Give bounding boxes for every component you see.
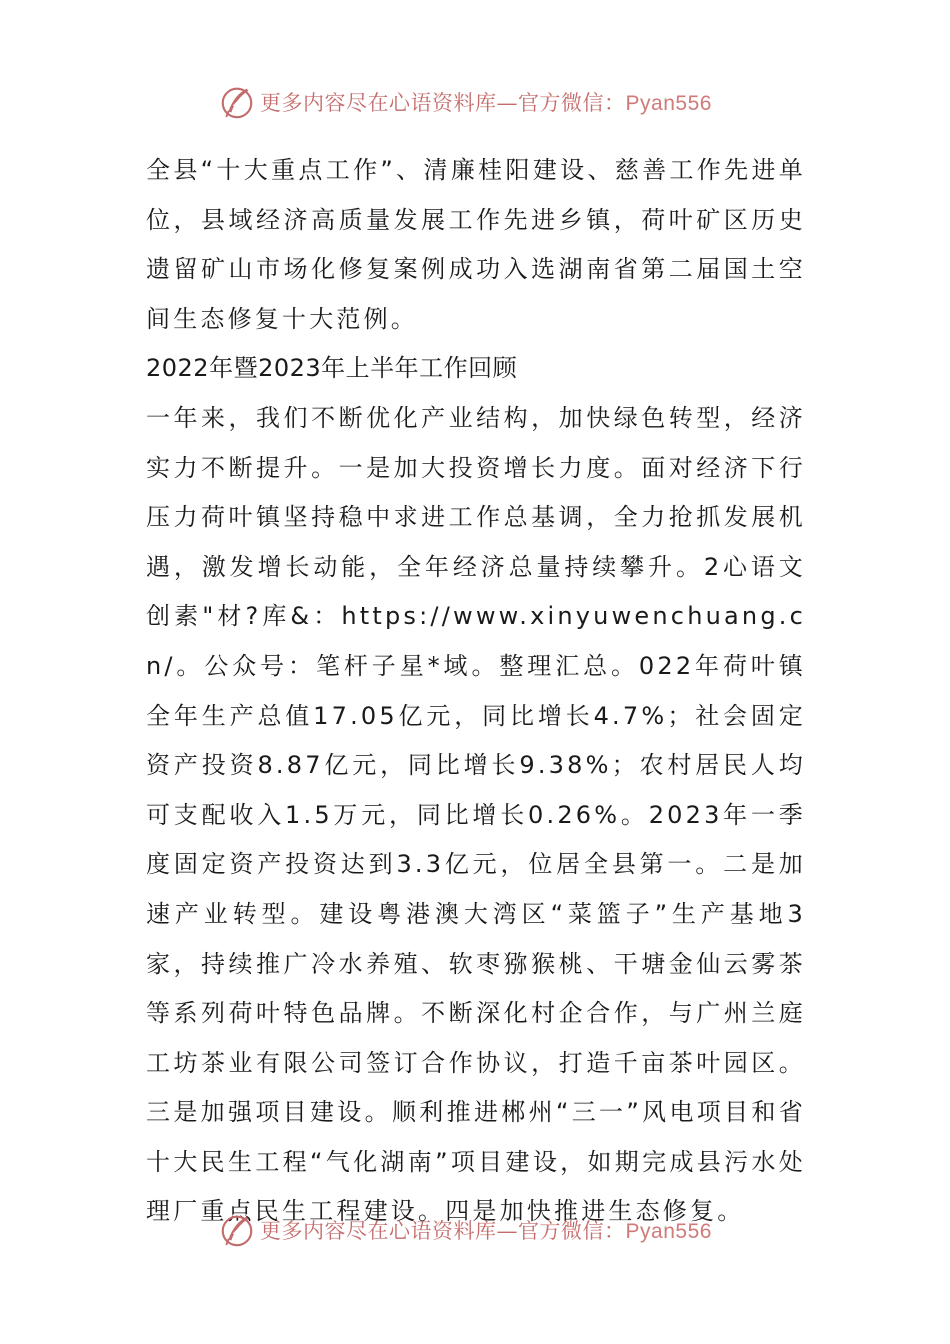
document-body: [146, 146, 806, 1237]
intro-paragraph: 全县“十大重点工作”、清廉桂阳建设、慈善工作先进单位，县域经济高质量发展工作先进乡镇，荷叶矿区历史遗留矿山市场化修复案例成功入选湖南省第二届国土空间生态修复十大范例。: [146, 156, 806, 333]
review-paragraph: 一年来，我们不断优化产业结构，加快绿色转型，经济实力不断提升。一是加大投资增长力度。面对经济下行压力荷叶镇坚持稳中求进工作总基调，全力抢抓发展机遇，激发增长动能，全年经济总量持续攀升。2心语文创素"材?库&：https://www.xinyuwenchuang.cn/。公众号：笔杆子星*域。整理汇总。022年荷叶镇全年生产总值17.05亿元，同比增长4.7%；社会固定资产投资8.87亿元，同比增长9.38%；农村居民人均可支配收入1.5万元，同比增长0.26%。2023年一季度固定资产投资达到3.3亿元，位居全县第一。二是加速产业转型。建设粤港澳大湾区“菜篮子”生产基地3家，持续推广冷水养殖、软枣猕猴桃、干塘金仙云雾茶等系列荷叶特色品牌。不断深化村企合作，与广州兰庭工坊茶业有限公司签订合作协议，打造千亩茶叶园区。三是加强项目建设。顺利推进郴州“三一”风电项目和省十大民生工程“气化湖南”项目建设，如期完成县污水处理厂重点民生工程建设。四是加快推进生态修复。: [146, 403, 806, 1226]
banner-wechat-label: 官方微信：: [518, 1219, 626, 1243]
section-heading: 2022年暨2023年上半年工作回顾: [146, 354, 518, 383]
quill-pen-circle-icon: [218, 83, 256, 121]
banner-content: [218, 83, 712, 121]
banner-text: [260, 87, 712, 117]
banner-wechat-label: 官方微信：: [518, 91, 626, 115]
banner-content: [218, 1211, 712, 1249]
footer-watermark-banner: [0, 1210, 950, 1250]
quill-pen-circle-icon: [218, 1211, 256, 1249]
banner-dash: —: [496, 91, 519, 115]
header-watermark-banner: [0, 82, 950, 122]
banner-wechat-id: Pyan556: [625, 92, 712, 115]
banner-dash: —: [496, 1219, 519, 1243]
banner-prefix: 更多内容尽在心语资料库: [260, 1219, 497, 1243]
banner-text: [260, 1215, 712, 1245]
banner-prefix: 更多内容尽在心语资料库: [260, 91, 497, 115]
banner-wechat-id: Pyan556: [625, 1220, 712, 1243]
